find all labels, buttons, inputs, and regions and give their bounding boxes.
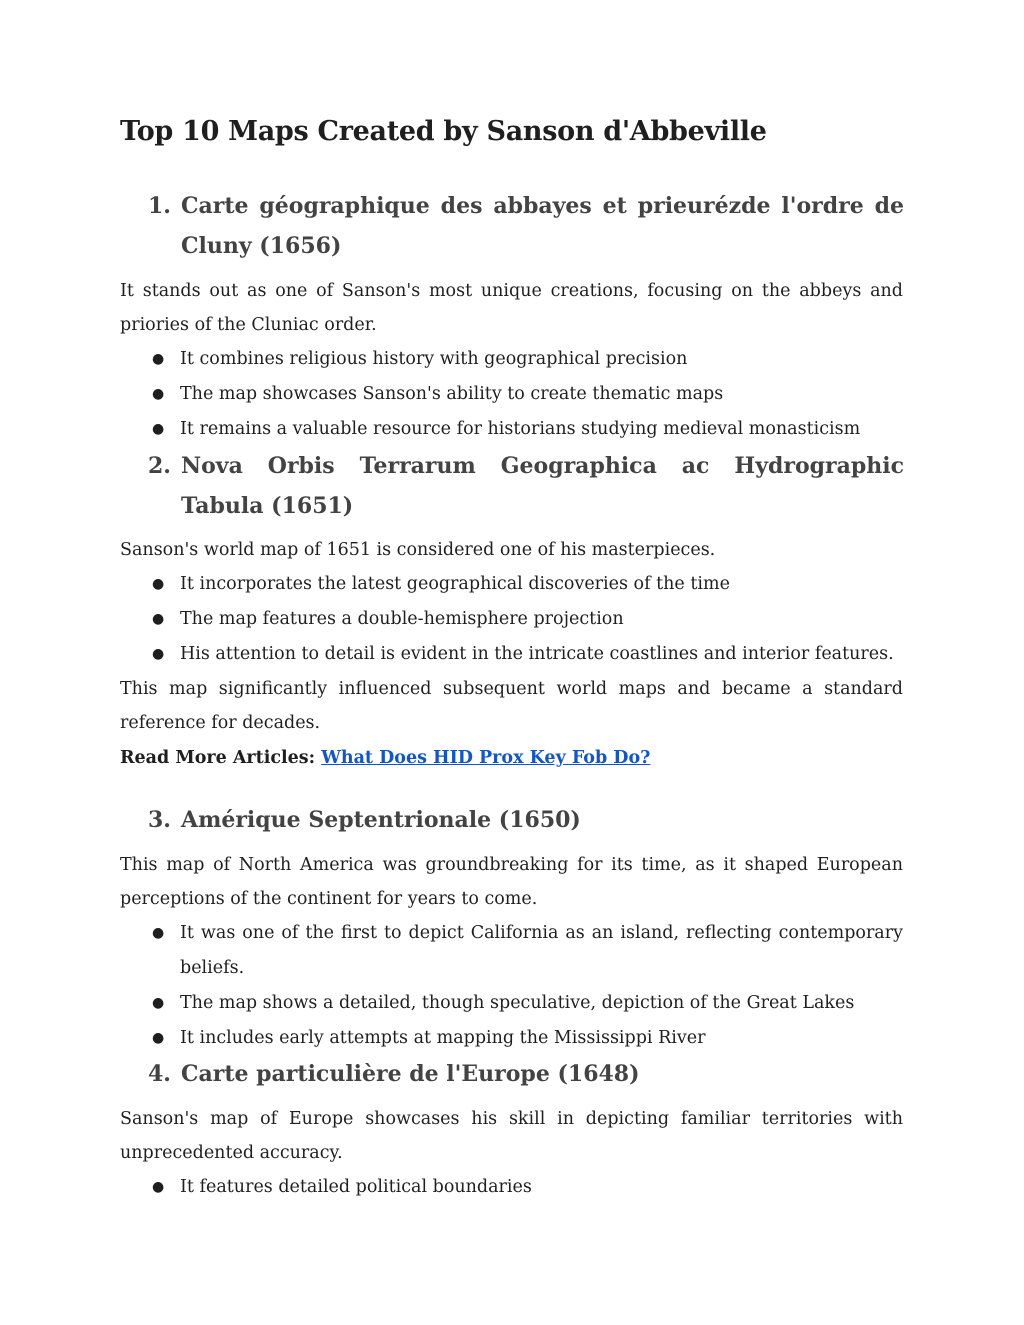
list-item: [120, 916, 903, 986]
section-number: 4.: [148, 1061, 171, 1087]
bullet-icon: ●: [152, 421, 165, 437]
bullet-list: [120, 916, 903, 1056]
section-heading-text: Amérique Septentrionale (1650): [181, 807, 581, 833]
bullet-icon: ●: [152, 611, 165, 627]
list-item: [120, 602, 903, 637]
list-item-text: It incorporates the latest geographical discoveries of the time: [180, 574, 730, 594]
list-item-text: It includes early attempts at mapping the Mississippi River: [180, 1028, 706, 1048]
list-item-text: It remains a valuable resource for historians studying medieval monasticism: [180, 419, 861, 439]
section-outro: This map significantly influenced subsequent world maps and became a standard reference for decades.: [120, 679, 903, 733]
bullet-list: [120, 1170, 903, 1205]
bullet-icon: ●: [152, 351, 165, 367]
bullet-icon: ●: [152, 576, 165, 592]
list-item: [120, 1170, 903, 1205]
bullet-icon: ●: [152, 386, 165, 402]
bullet-icon: ●: [152, 995, 165, 1011]
section-heading-text: Nova Orbis Terrarum Geographica ac Hydrographic Tabula (1651): [181, 453, 904, 519]
list-item: [120, 342, 903, 377]
section-number: 1.: [148, 193, 171, 219]
section-heading-text: Carte particulière de l'Europe (1648): [181, 1061, 640, 1087]
list-item-text: The map features a double-hemisphere projection: [180, 609, 624, 629]
section-intro: This map of North America was groundbreaking for its time, as it shaped European perceptions of the continent for years to come.: [120, 855, 903, 909]
bullet-list: [120, 567, 903, 672]
bullet-list: [120, 342, 903, 447]
list-item-text: The map shows a detailed, though speculative, depiction of the Great Lakes: [180, 993, 855, 1013]
read-more-link[interactable]: What Does HID Prox Key Fob Do?: [321, 748, 651, 768]
section-number: 2.: [148, 453, 171, 479]
section-heading-4: [148, 1054, 904, 1094]
section-intro: It stands out as one of Sanson's most unique creations, focusing on the abbeys and priories of the Cluniac order.: [120, 281, 903, 335]
bullet-icon: ●: [152, 646, 165, 662]
list-item: [120, 412, 903, 447]
list-item-text: It features detailed political boundaries: [180, 1177, 532, 1197]
bullet-icon: ●: [152, 1179, 165, 1195]
read-more-label: Read More Articles:: [120, 748, 316, 768]
bullet-icon: ●: [152, 1030, 165, 1046]
section-heading-text: Carte géographique des abbayes et prieurézde l'ordre de Cluny (1656): [181, 193, 904, 259]
list-item-text: The map showcases Sanson's ability to create thematic maps: [180, 384, 724, 404]
read-more: [120, 741, 903, 775]
page-title: Top 10 Maps Created by Sanson d'Abbeville: [120, 116, 767, 147]
list-item: [120, 377, 903, 412]
list-item: [120, 567, 903, 602]
section-number: 3.: [148, 807, 171, 833]
list-item-text: It combines religious history with geographical precision: [180, 349, 688, 369]
bullet-icon: ●: [152, 925, 165, 941]
section-intro: Sanson's map of Europe showcases his skill in depicting familiar territories with unprecedented accuracy.: [120, 1109, 903, 1163]
list-item-text: It was one of the first to depict California as an island, reflecting contemporary beliefs.: [180, 923, 903, 978]
section-heading-1: [148, 186, 904, 266]
section-heading-2: [148, 446, 904, 526]
section-intro: Sanson's world map of 1651 is considered one of his masterpieces.: [120, 540, 716, 560]
section-heading-3: [148, 800, 904, 840]
list-item: [120, 637, 903, 672]
list-item-text: His attention to detail is evident in the intricate coastlines and interior features.: [180, 644, 894, 664]
list-item: [120, 986, 903, 1021]
list-item: [120, 1021, 903, 1056]
